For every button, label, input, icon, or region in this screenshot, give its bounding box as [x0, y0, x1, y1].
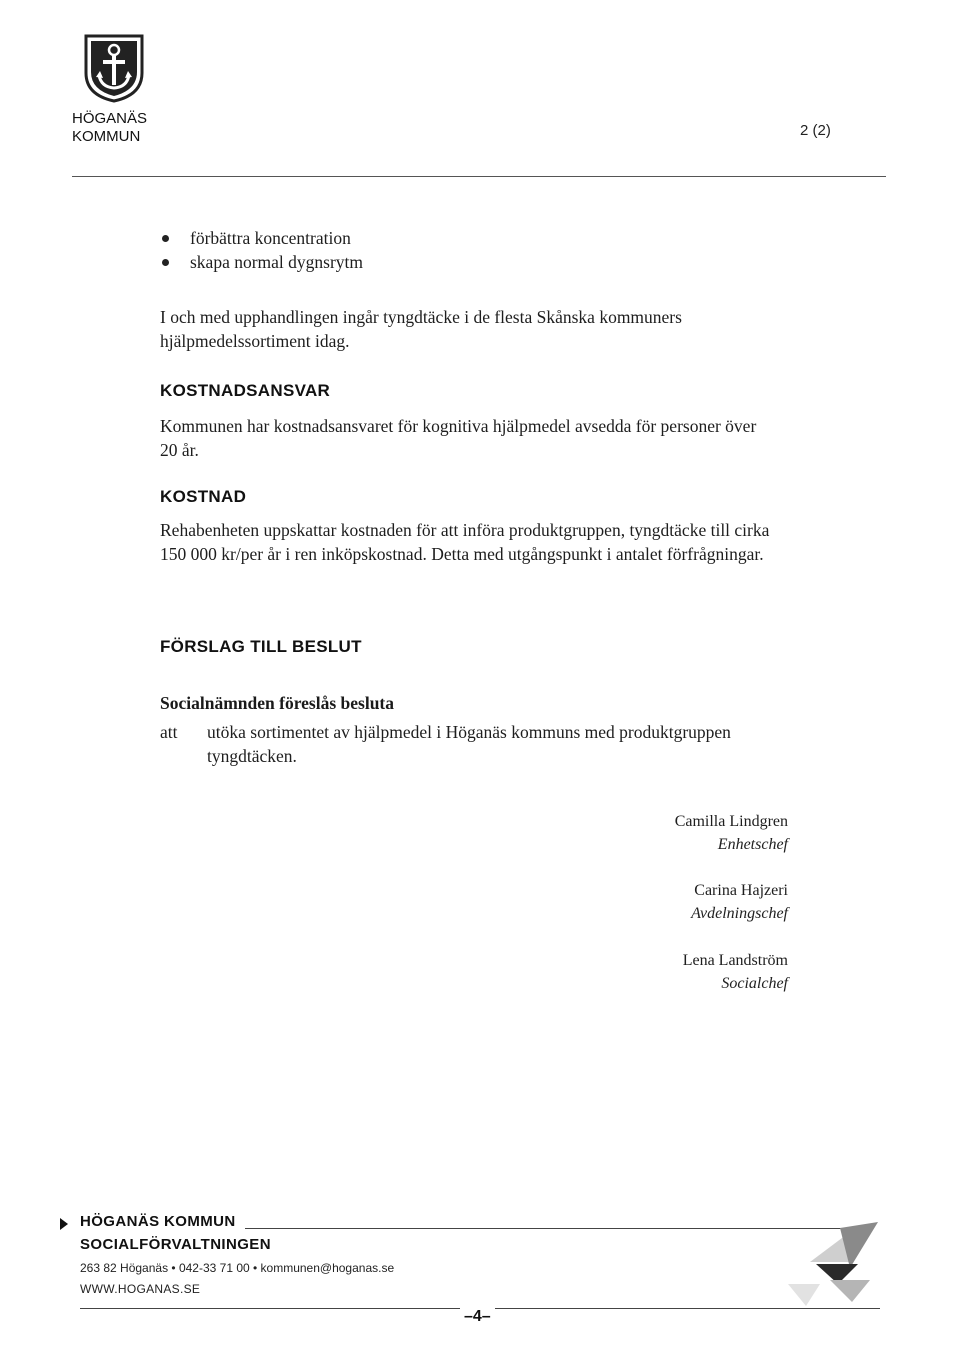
list-item-text: skapa normal dygnsrytm [190, 252, 364, 272]
heading-proposal: FÖRSLAG TILL BESLUT [160, 637, 362, 656]
footer-divider [245, 1228, 845, 1229]
geometric-triangles-logo-icon [780, 1222, 884, 1308]
signature-name: Carina Hajzeri [694, 882, 788, 899]
heading-cost: KOSTNAD [160, 487, 247, 506]
organization-name-line1: HÖGANÄS [72, 110, 148, 127]
bullet-list [160, 226, 363, 274]
bullet-icon [162, 259, 169, 266]
page-number: –4– [460, 1308, 495, 1326]
signature-name: Lena Landström [682, 952, 788, 969]
organization-name-line2: KOMMUN [72, 128, 141, 145]
anchor-crest-icon [83, 33, 145, 103]
procurement-paragraph: I och med upphandlingen ingår tyngdtäcke i de flesta Skånska kommuners hjälpmedelssortiment idag. [160, 307, 682, 351]
triangle-right-icon [60, 1218, 68, 1230]
footer-organization: HÖGANÄS KOMMUN [80, 1213, 236, 1230]
header-divider [72, 176, 886, 177]
bullet-icon [162, 235, 169, 242]
signature-block [691, 879, 788, 925]
cost-responsibility-paragraph: Kommunen har kostnadsansvaret för kognitiva hjälpmedel avsedda för personer över 20 år. [160, 416, 757, 460]
footer-department: SOCIALFÖRVALTNINGEN [80, 1236, 271, 1253]
decision-att-label: att [160, 722, 178, 742]
signature-block [683, 949, 788, 995]
signature-name: Camilla Lindgren [674, 813, 788, 830]
decision-title: Socialnämnden föreslås besluta [160, 693, 395, 713]
heading-cost-responsibility: KOSTNADSANSVAR [160, 381, 331, 400]
signature-role: Socialchef [721, 975, 788, 992]
signature-role: Enhetschef [717, 836, 788, 853]
signature-block [675, 810, 788, 856]
footer-website: WWW.HOGANAS.SE [80, 1282, 201, 1296]
list-item [160, 226, 363, 250]
cost-paragraph: Rehabenheten uppskattar kostnaden för att införa produktgruppen, tyngdtäcke till cirka 150 000 kr/per år i ren inköpskostnad. Detta med utgångspunkt i antalet förfrågningar. [160, 520, 770, 564]
signature-role: Avdelningschef [691, 905, 788, 922]
organization-name [72, 110, 147, 146]
list-item-text: förbättra koncentration [190, 228, 351, 248]
page-indicator: 2 (2) [800, 122, 831, 139]
footer-contact: 263 82 Höganäs • 042-33 71 00 • kommunen@hoganas.se [80, 1261, 395, 1275]
decision-att-text: utöka sortimentet av hjälpmedel i Höganäs kommuns med produktgruppen tyngdtäcken. [207, 722, 731, 766]
list-item [160, 250, 363, 274]
